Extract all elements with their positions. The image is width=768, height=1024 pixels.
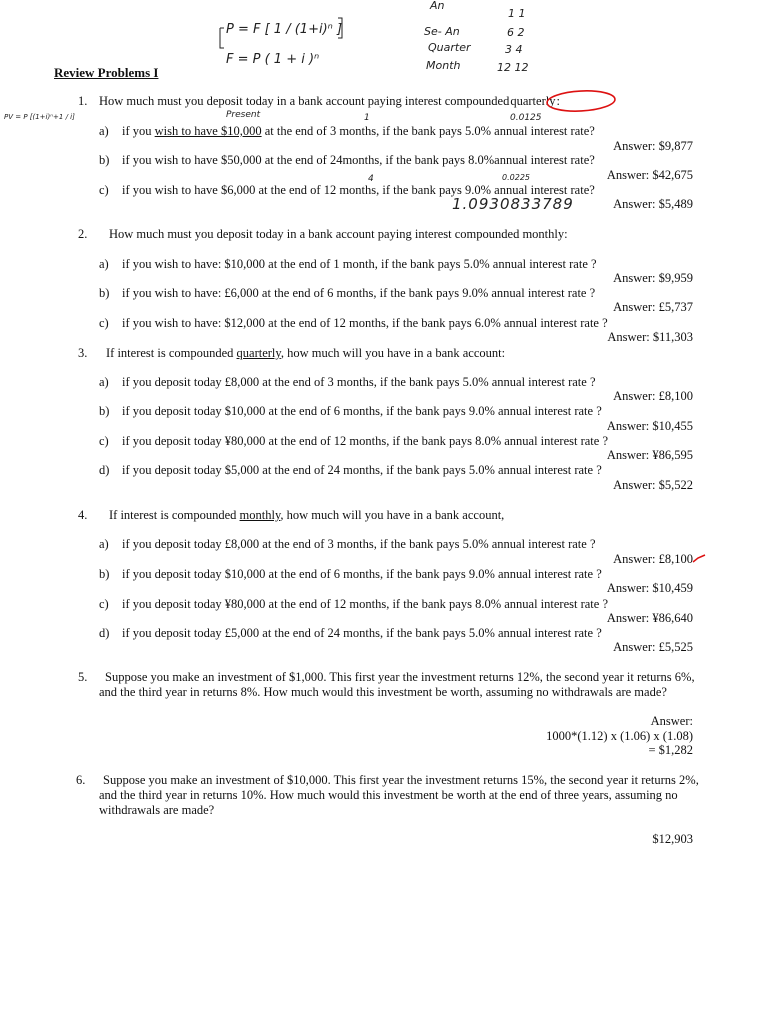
problem-4d-question: if you deposit today £5,000 at the end of 24 months, if the bank pays 5.0% annual interest rate ? xyxy=(122,626,602,640)
problem-3-number: 3. xyxy=(78,346,88,360)
handwritten-note-rate: 0.0225 xyxy=(502,173,530,182)
problem-1-number: 1. xyxy=(78,94,88,108)
problem-1b-letter: b) xyxy=(99,153,110,167)
problem-4-stem-end: , how much will you have in a bank account, xyxy=(280,508,505,522)
problem-1-stem-end: : xyxy=(556,94,560,108)
problem-5-answer-label: Answer: xyxy=(650,714,693,728)
problem-3c-question: if you deposit today ¥80,000 at the end of 12 months, if the bank pays 8.0% annual interest rate ? xyxy=(122,434,608,448)
handwritten-period-label: Month xyxy=(426,59,461,72)
problem-1-emph-text: quarterly xyxy=(510,94,556,108)
problem-4a-question: if you deposit today £8,000 at the end of 3 months, if the bank pays 5.0% annual interest rate ? xyxy=(122,537,596,551)
problem-4d-letter: d) xyxy=(99,626,110,640)
problem-2b-question: if you wish to have: £6,000 at the end of 6 months, if the bank pays 9.0% annual interest rate ? xyxy=(122,286,596,300)
problem-5-text: Suppose you make an investment of $1,000. This first year the investment returns 12%, the second year it returns 6%, and the third year in returns 8%. How much would this investment be worth, assuming no withdrawals are made? xyxy=(99,670,695,699)
handwritten-formula-present-value: P = F [ 1 / (1+i)ⁿ ] xyxy=(226,22,343,37)
problem-2c-question: if you wish to have: $12,000 at the end of 12 months, if the bank pays 6.0% annual interest rate ? xyxy=(122,316,608,330)
problem-2a-letter: a) xyxy=(99,257,109,271)
handwritten-period-label: Quarter xyxy=(428,41,471,54)
problem-2-stem: How much must you deposit today in a bank account paying interest compounded monthly: xyxy=(109,227,568,241)
problem-3d-question: if you deposit today $5,000 at the end of 24 months, if the bank pays 5.0% annual interest rate ? xyxy=(122,463,602,477)
problem-2a-question: if you wish to have: $10,000 at the end of 1 month, if the bank pays 5.0% annual interest rate ? xyxy=(122,257,597,271)
problem-1a-emph: wish to have $10,000 xyxy=(154,124,262,138)
problem-4a-answer: Answer: £8,100 xyxy=(613,552,693,566)
problem-6-answer: $12,903 xyxy=(652,832,693,846)
handwritten-period-label: An xyxy=(430,0,445,12)
handwritten-period-value: 6 2 xyxy=(507,26,525,39)
handwritten-period-value: 12 12 xyxy=(497,61,529,74)
problem-1a-post: at the end of 3 months, if the bank pays 5.0% annual interest rate? xyxy=(261,124,595,138)
problem-6-number: 6. xyxy=(76,773,86,787)
handwritten-period-label: Se- An xyxy=(424,25,460,38)
problem-3b-letter: b) xyxy=(99,404,110,418)
problem-3d-answer: Answer: $5,522 xyxy=(613,478,693,492)
handwritten-period-value: 1 1 xyxy=(508,7,526,20)
problem-3b-question: if you deposit today $10,000 at the end of 6 months, if the bank pays 9.0% annual interest rate ? xyxy=(122,404,602,418)
handwritten-note-factor: 1.0930833789 xyxy=(452,195,574,213)
problem-4-stem-text: If interest is compounded xyxy=(109,508,240,522)
red-check-mark xyxy=(693,555,705,562)
problem-1c-question: if you wish to have $6,000 at the end of 12 months, if the bank pays 9.0% annual interest rate? xyxy=(122,183,595,197)
problem-5-answer-formula: 1000*(1.12) x (1.06) x (1.08) xyxy=(546,729,693,743)
handwritten-note-one: 1 xyxy=(364,113,370,123)
problem-5-number: 5. xyxy=(78,670,88,684)
problem-3c-letter: c) xyxy=(99,434,109,448)
problem-2c-letter: c) xyxy=(99,316,109,330)
problem-4c-question: if you deposit today ¥80,000 at the end of 12 months, if the bank pays 8.0% annual interest rate ? xyxy=(122,597,608,611)
problem-1a-letter: a) xyxy=(99,124,109,138)
problem-1b-answer: Answer: $42,675 xyxy=(606,168,693,182)
problem-1c-answer: Answer: $5,489 xyxy=(613,197,693,211)
problem-2c-answer: Answer: $11,303 xyxy=(607,330,693,344)
problem-3a-question: if you deposit today £8,000 at the end of 3 months, if the bank pays 5.0% annual interest rate ? xyxy=(122,375,596,389)
problem-3d-letter: d) xyxy=(99,463,110,477)
problem-3a-answer: Answer: £8,100 xyxy=(613,389,693,403)
problem-3-emph: quarterly xyxy=(236,346,281,360)
problem-4a-letter: a) xyxy=(99,537,109,551)
handwritten-period-value: 3 4 xyxy=(505,43,523,56)
problem-2b-answer: Answer: £5,737 xyxy=(613,300,693,314)
problem-4c-letter: c) xyxy=(99,597,109,611)
problem-4b-question: if you deposit today $10,000 at the end of 6 months, if the bank pays 9.0% annual interest rate ? xyxy=(122,567,602,581)
problem-4b-letter: b) xyxy=(99,567,110,581)
problem-4b-answer: Answer: $10,459 xyxy=(606,581,693,595)
problem-1a-pre: if you xyxy=(122,124,155,138)
problem-3b-answer: Answer: $10,455 xyxy=(606,419,693,433)
problem-1b-question: if you wish to have $50,000 at the end of 24months, if the bank pays 8.0%annual interest rate? xyxy=(122,153,595,167)
red-circle-mark xyxy=(547,89,616,113)
handwritten-formula-future-value: F = P ( 1 + i )ⁿ xyxy=(226,52,320,67)
problem-3c-answer: Answer: ¥86,595 xyxy=(606,448,693,462)
problem-5-answer-result: = $1,282 xyxy=(648,743,693,757)
problem-2-number: 2. xyxy=(78,227,88,241)
problem-2a-answer: Answer: $9,959 xyxy=(613,271,693,285)
page-title: Review Problems I xyxy=(54,65,159,80)
handwritten-note-four: 4 xyxy=(368,174,374,184)
problem-2b-letter: b) xyxy=(99,286,110,300)
bracket-mark xyxy=(220,18,342,48)
handwritten-note-rate: 0.0125 xyxy=(510,113,542,123)
problem-4c-answer: Answer: ¥86,640 xyxy=(606,611,693,625)
problem-4-emph: monthly xyxy=(239,508,281,522)
handwritten-margin-pv-formula: PV = P [(1+i)ⁿ+1 / i] xyxy=(4,113,75,121)
problem-3-stem-text: If interest is compounded xyxy=(106,346,237,360)
problem-3a-letter: a) xyxy=(99,375,109,389)
problem-3-stem-end: , how much will you have in a bank account: xyxy=(280,346,506,360)
problem-4d-answer: Answer: £5,525 xyxy=(613,640,693,654)
problem-1c-letter: c) xyxy=(99,183,109,197)
problem-6-text: Suppose you make an investment of $10,000. This first year the investment returns 15%, the second year it returns 2%, and the third year in returns 10%. How much would this investment be worth at the end of three years, assuming no withdrawals are made? xyxy=(99,773,699,817)
handwritten-note-present: Present xyxy=(226,110,261,120)
problem-4-number: 4. xyxy=(78,508,88,522)
problem-1-stem-text: How much must you deposit today in a bank account paying interest compounded xyxy=(99,94,510,108)
problem-1a-answer: Answer: $9,877 xyxy=(613,139,693,153)
